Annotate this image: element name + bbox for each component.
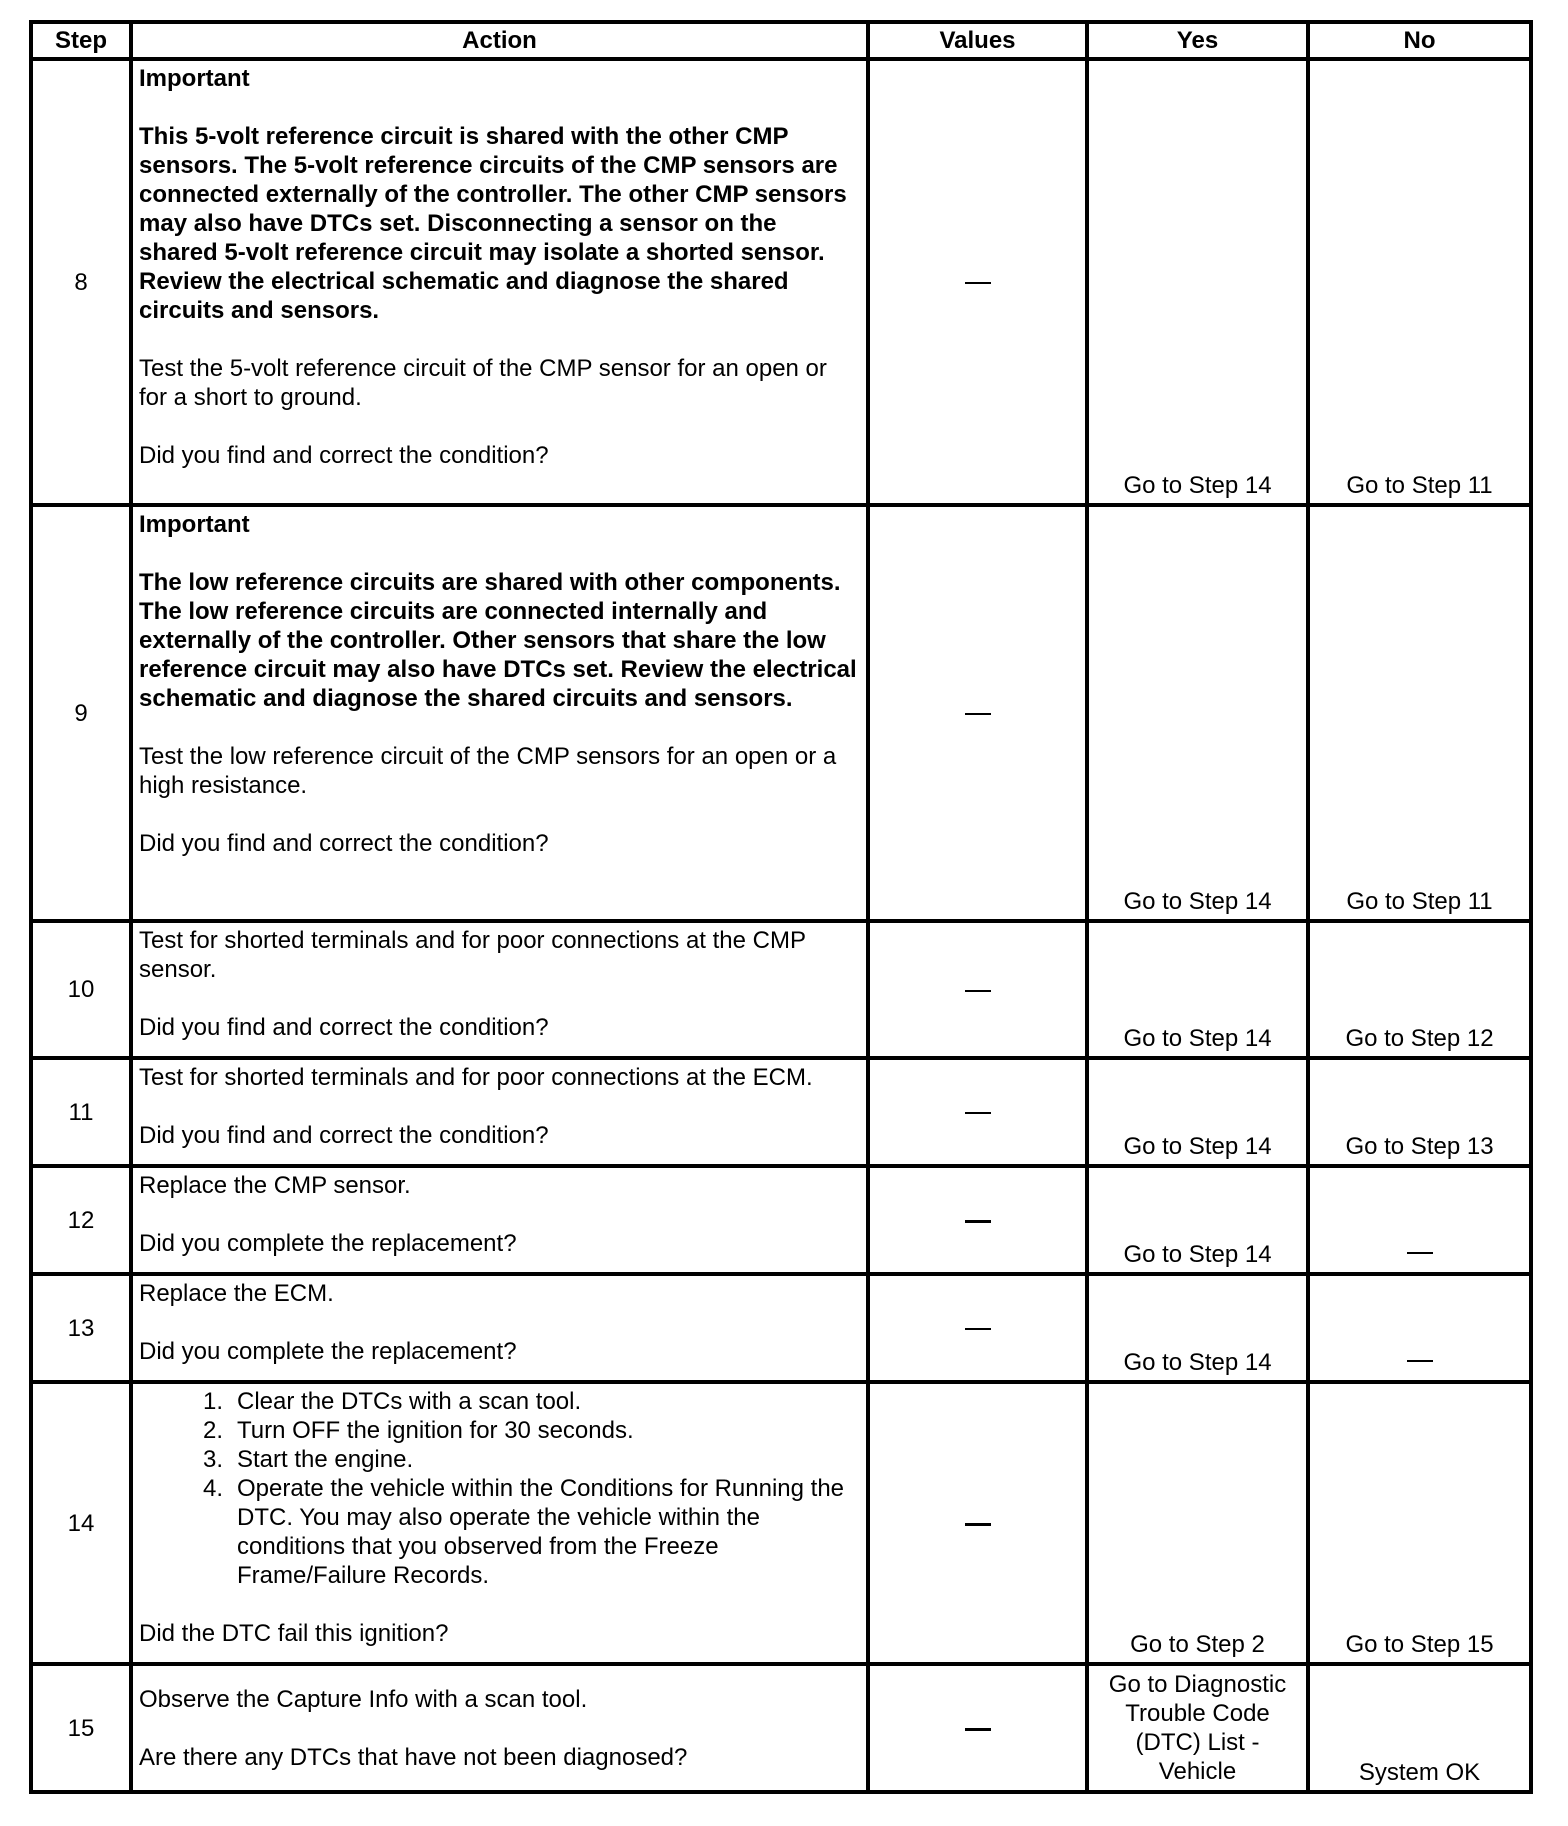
step-number: 14 xyxy=(31,1382,131,1664)
yes-cell: Go to Step 14 xyxy=(1087,505,1308,921)
dash-mark xyxy=(965,1112,991,1114)
list-item: 1. Clear the DTCs with a scan tool. xyxy=(202,1388,582,1415)
table-row xyxy=(31,1166,1531,1274)
values-cell xyxy=(868,1664,1087,1792)
yes-cell: Go to Step 2 xyxy=(1087,1382,1308,1664)
action-cell xyxy=(131,921,868,1058)
yes-cell: Go to Step 14 xyxy=(1087,59,1308,505)
important-text: The low reference circuits are shared with other components. The low reference circuits are connected internally and externally of the controller. Other sensors that share the low reference circuit may also have DTCs set. Review the electrical schematic and diagnose the shared circuits and sensors. xyxy=(139,569,857,712)
dash-mark xyxy=(965,1328,991,1330)
values-cell xyxy=(868,505,1087,921)
diagnostic-table xyxy=(29,20,1533,1794)
instruction-text: Test for shorted terminals and for poor connections at the CMP sensor. xyxy=(139,927,806,983)
header-no: No xyxy=(1308,22,1531,59)
no-cell: Go to Step 11 xyxy=(1308,505,1531,921)
procedure-list xyxy=(139,1387,860,1590)
action-cell xyxy=(131,1382,868,1664)
dash-mark xyxy=(965,1523,991,1526)
dash-mark xyxy=(965,1728,991,1731)
table-row xyxy=(31,1664,1531,1792)
dash-mark xyxy=(965,282,991,284)
step-number: 9 xyxy=(31,505,131,921)
instruction-text: Test the low reference circuit of the CMP sensors for an open or a high resistance. xyxy=(139,743,837,799)
table-row xyxy=(31,921,1531,1058)
no-cell: Go to Step 11 xyxy=(1308,59,1531,505)
dash-mark xyxy=(1407,1360,1433,1362)
header-step: Step xyxy=(31,22,131,59)
values-cell xyxy=(868,1274,1087,1382)
header-action: Action xyxy=(131,22,868,59)
values-cell xyxy=(868,1058,1087,1166)
no-cell: Go to Step 13 xyxy=(1308,1058,1531,1166)
list-item: 2. Turn OFF the ignition for 30 seconds. xyxy=(202,1417,634,1444)
no-cell xyxy=(1308,1274,1531,1382)
values-cell xyxy=(868,1382,1087,1664)
action-cell xyxy=(131,505,868,921)
list-item: 3. Start the engine. xyxy=(202,1446,414,1473)
instruction-text: Observe the Capture Info with a scan tool. xyxy=(139,1685,588,1713)
list-item: 4. Operate the vehicle within the Conditions for Running the DTC. You may also operate the vehicle within the conditions that you observed from the Freeze Frame/Failure Records. xyxy=(202,1475,845,1589)
header-yes: Yes xyxy=(1087,22,1308,59)
header-row xyxy=(31,22,1531,59)
question-text: Did the DTC fail this ignition? xyxy=(139,1620,449,1647)
question-text: Are there any DTCs that have not been diagnosed? xyxy=(139,1743,688,1771)
instruction-text: Test for shorted terminals and for poor connections at the ECM. xyxy=(139,1064,813,1091)
yes-cell: Go to Step 14 xyxy=(1087,921,1308,1058)
step-number: 15 xyxy=(31,1664,131,1792)
no-cell xyxy=(1308,1166,1531,1274)
question-text: Did you find and correct the condition? xyxy=(139,1014,549,1041)
table-row xyxy=(31,1058,1531,1166)
action-cell xyxy=(131,1664,868,1792)
yes-cell: Go to Step 14 xyxy=(1087,1274,1308,1382)
table-row xyxy=(31,1382,1531,1664)
diagnostic-table-page xyxy=(29,20,1529,1794)
step-number: 13 xyxy=(31,1274,131,1382)
action-cell xyxy=(131,1274,868,1382)
step-number: 8 xyxy=(31,59,131,505)
table-row xyxy=(31,59,1531,505)
instruction-text: Replace the ECM. xyxy=(139,1280,334,1307)
dash-mark xyxy=(965,990,991,992)
dash-mark xyxy=(965,713,991,715)
instruction-text: Test the 5-volt reference circuit of the CMP sensor for an open or for a short to ground. xyxy=(139,355,827,411)
values-cell xyxy=(868,1166,1087,1274)
header-values: Values xyxy=(868,22,1087,59)
table-row xyxy=(31,1274,1531,1382)
no-cell: System OK xyxy=(1308,1664,1531,1792)
important-label: Important xyxy=(139,511,250,538)
question-text: Did you find and correct the condition? xyxy=(139,442,549,469)
table-row xyxy=(31,505,1531,921)
action-cell xyxy=(131,59,868,505)
no-cell: Go to Step 12 xyxy=(1308,921,1531,1058)
important-label: Important xyxy=(139,65,250,92)
yes-cell: Go to Step 14 xyxy=(1087,1058,1308,1166)
yes-cell: Go to Diagnostic Trouble Code (DTC) List - Vehicle xyxy=(1087,1664,1308,1792)
step-number: 11 xyxy=(31,1058,131,1166)
action-cell xyxy=(131,1058,868,1166)
instruction-text: Replace the CMP sensor. xyxy=(139,1172,411,1199)
question-text: Did you complete the replacement? xyxy=(139,1230,517,1257)
values-cell xyxy=(868,921,1087,1058)
values-cell xyxy=(868,59,1087,505)
dash-mark xyxy=(1407,1252,1433,1254)
step-number: 12 xyxy=(31,1166,131,1274)
no-cell: Go to Step 15 xyxy=(1308,1382,1531,1664)
yes-cell: Go to Step 14 xyxy=(1087,1166,1308,1274)
step-number: 10 xyxy=(31,921,131,1058)
dash-mark xyxy=(965,1220,991,1223)
action-cell xyxy=(131,1166,868,1274)
question-text: Did you complete the replacement? xyxy=(139,1338,517,1365)
question-text: Did you find and correct the condition? xyxy=(139,1122,549,1149)
question-text: Did you find and correct the condition? xyxy=(139,830,549,857)
important-text: This 5-volt reference circuit is shared with the other CMP sensors. The 5-volt reference circuits of the CMP sensors are connected externally of the controller. The other CMP sensors may also have DTCs set. Disconnecting a sensor on the shared 5-volt reference circuit may isolate a shorted sensor. Review the electrical schematic and diagnose the shared circuits and sensors. xyxy=(139,123,847,324)
